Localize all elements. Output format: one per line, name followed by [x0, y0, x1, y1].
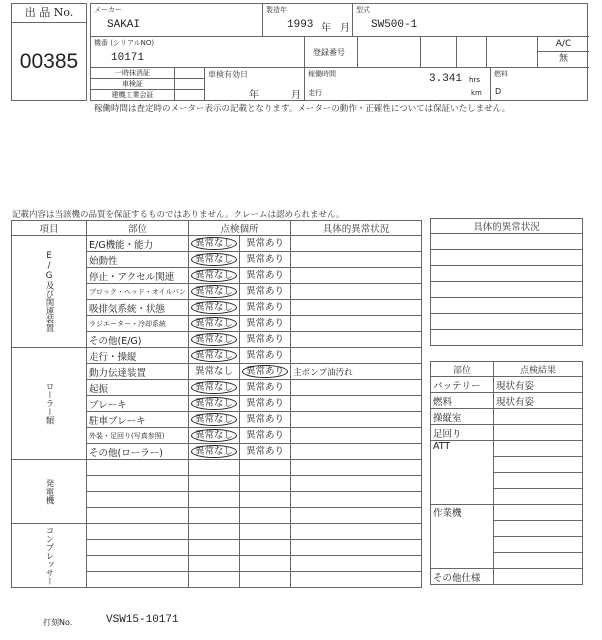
option-abnormality [240, 556, 291, 572]
option-abnormality [240, 524, 291, 540]
selected-circle-mark: 異常あり [242, 365, 288, 378]
option-text: 異常あり [246, 414, 285, 425]
side-result-undercarriage [494, 425, 583, 441]
model-label: 型式 [356, 6, 370, 14]
fuel-value: D [495, 87, 502, 96]
abnormality-detail [291, 412, 422, 428]
inspection-row [12, 348, 422, 364]
fuel-cell [491, 68, 589, 100]
option-abnormality [240, 284, 291, 300]
part-name [87, 572, 189, 588]
abnormality-detail [291, 396, 422, 412]
side-result-battery: 現状有姿 [494, 377, 583, 393]
option-abnormality [240, 348, 291, 364]
option-abnormality [240, 300, 291, 316]
selected-circle-mark: 異常なし [191, 349, 237, 362]
ac-label: A/C [538, 37, 589, 52]
selected-circle-mark: 異常なし [191, 253, 237, 266]
selected-circle-mark: 異常なし [191, 269, 237, 282]
option-abnormality [240, 252, 291, 268]
side-header-part: 部位 [431, 362, 494, 377]
side-detail-row [431, 250, 583, 266]
option-no-abnormality [189, 348, 240, 364]
option-abnormality [240, 316, 291, 332]
side-detail-row [431, 282, 583, 298]
travel-label: 走行 [308, 89, 322, 97]
option-no-abnormality [189, 380, 240, 396]
option-no-abnormality [189, 236, 240, 252]
year-label: 製造年 [266, 6, 287, 14]
registration-field-4 [487, 37, 538, 68]
category-label: コンプレッサー [12, 524, 87, 588]
meter-note: 稼働時間は査定時のメーター表示の記載となります。メーターの動作・正確性については保証いたしません。 [94, 104, 511, 114]
selected-circle-mark: 異常なし [191, 381, 237, 394]
lot-number: 00385 [19, 50, 79, 73]
part-name [87, 540, 189, 556]
inspection-table [11, 220, 422, 588]
abnormality-detail [291, 460, 422, 476]
doc-check-3 [175, 90, 205, 100]
selected-circle-mark: 異常なし [191, 333, 237, 346]
part-name: 停止・アクセル関連 [87, 268, 189, 284]
abnormality-detail [291, 476, 422, 492]
option-no-abnormality [189, 332, 240, 348]
abnormality-detail [291, 556, 422, 572]
part-name [87, 556, 189, 572]
side-result-table [430, 361, 583, 585]
side-result-att-extra [494, 457, 583, 473]
abnormality-detail [291, 524, 422, 540]
option-text: 異常あり [246, 398, 285, 409]
side-result-cab [494, 409, 583, 425]
option-text: 異常あり [246, 446, 285, 457]
option-no-abnormality [189, 316, 240, 332]
ac-value: 無 [538, 52, 589, 68]
abnormality-detail [291, 300, 422, 316]
registration-field-1 [358, 37, 421, 68]
doc-check-1 [175, 68, 205, 79]
option-text: 異常あり [246, 350, 285, 361]
inspection-month-unit: 月 [291, 90, 301, 101]
doc-temporary-deregistration: 一時抹消証 [91, 68, 175, 79]
inspection-date-cell [205, 68, 305, 100]
option-no-abnormality [189, 572, 240, 588]
option-no-abnormality [189, 412, 240, 428]
fuel-label: 燃料 [494, 70, 508, 78]
stamp-value: VSW15-10171 [106, 614, 179, 626]
category-label: ローラー類 [12, 348, 87, 460]
option-no-abnormality [189, 556, 240, 572]
option-abnormality [240, 268, 291, 284]
abnormality-detail [291, 572, 422, 588]
abnormality-detail [291, 444, 422, 460]
option-text: 異常あり [246, 302, 285, 313]
side-result-work-extra [494, 553, 583, 569]
serial-value: 10171 [111, 52, 145, 64]
selected-circle-mark: 異常なし [191, 397, 237, 410]
abnormality-detail [291, 380, 422, 396]
inspection-year-unit: 年 [249, 90, 259, 101]
lot-number-box [11, 3, 87, 101]
machine-info-header [90, 3, 588, 101]
side-result-fuel: 現状有姿 [494, 393, 583, 409]
selected-circle-mark: 異常なし [191, 301, 237, 314]
hours-label: 稼働時間 [308, 70, 336, 78]
side-result-att-extra [494, 489, 583, 505]
header-check: 点検個所 [189, 221, 291, 236]
abnormality-detail [291, 348, 422, 364]
option-no-abnormality [189, 524, 240, 540]
month-unit: 月 [340, 23, 350, 34]
abnormality-detail [291, 252, 422, 268]
option-abnormality [240, 380, 291, 396]
maker-label: メーカー [94, 6, 122, 14]
registration-label-cell [305, 37, 358, 68]
year-unit: 年 [321, 23, 331, 34]
abnormality-detail [291, 332, 422, 348]
side-result-att-extra [494, 473, 583, 489]
inspection-row [12, 236, 422, 252]
category-label: 発電機 [12, 460, 87, 524]
header-part: 部位 [87, 221, 189, 236]
side-header-result: 点検結果 [494, 362, 583, 377]
part-name: その他(E/G) [87, 332, 189, 348]
part-name [87, 524, 189, 540]
inspection-row [12, 524, 422, 540]
side-part-work-equipment: 作業機 [431, 505, 494, 569]
option-text: 異常あり [246, 430, 285, 441]
registration-label: 登録番号 [313, 48, 345, 57]
year-value: 1993 [287, 19, 314, 31]
option-abnormality [240, 364, 291, 380]
abnormality-detail [291, 268, 422, 284]
option-no-abnormality [189, 492, 240, 508]
option-text: 異常あり [246, 318, 285, 329]
option-text: 異常あり [246, 334, 285, 345]
doc-vehicle-inspection: 車検証 [91, 79, 175, 90]
option-text: 異常あり [246, 270, 285, 281]
option-abnormality [240, 236, 291, 252]
doc-construction-association: 建機工業会証 [91, 90, 175, 100]
disclaimer: 記載内容は当該機の品質を保証するものではありません。クレームは認められません。 [12, 210, 345, 220]
abnormality-detail [291, 508, 422, 524]
abnormality-detail [291, 316, 422, 332]
option-abnormality [240, 508, 291, 524]
side-part-battery: バッテリー [431, 377, 494, 393]
side-part-fuel: 燃料 [431, 393, 494, 409]
part-name: 外装・足回り(写真参照) [87, 428, 189, 444]
side-detail-row [431, 314, 583, 330]
option-no-abnormality [189, 268, 240, 284]
option-no-abnormality [189, 460, 240, 476]
option-abnormality [240, 332, 291, 348]
side-result-work-equipment [494, 505, 583, 521]
option-no-abnormality [189, 476, 240, 492]
selected-circle-mark: 異常なし [191, 413, 237, 426]
selected-circle-mark: 異常なし [191, 237, 237, 250]
option-text: 異常あり [246, 254, 285, 265]
option-abnormality [240, 412, 291, 428]
option-no-abnormality [189, 300, 240, 316]
side-result-work-extra [494, 537, 583, 553]
option-abnormality [240, 540, 291, 556]
option-no-abnormality [189, 508, 240, 524]
side-detail-row [431, 266, 583, 282]
part-name: 始動性 [87, 252, 189, 268]
option-no-abnormality [189, 364, 240, 380]
option-no-abnormality [189, 396, 240, 412]
part-name: 起振 [87, 380, 189, 396]
option-abnormality [240, 572, 291, 588]
side-detail-table [430, 218, 583, 346]
option-abnormality [240, 460, 291, 476]
header-category: 項目 [12, 221, 87, 236]
abnormality-detail [291, 540, 422, 556]
part-name [87, 476, 189, 492]
side-result-work-extra [494, 521, 583, 537]
inspection-label: 車検有効日 [208, 70, 248, 79]
part-name: 吸排気系統・状態 [87, 300, 189, 316]
inspection-table-header [12, 221, 422, 236]
side-part-other-spec: その他仕様 [431, 569, 494, 585]
side-result-att [494, 441, 583, 457]
model-cell [353, 4, 589, 37]
option-text: 異常あり [246, 238, 285, 249]
part-name: ブレーキ [87, 396, 189, 412]
maker-value: SAKAI [107, 19, 141, 31]
part-name [87, 460, 189, 476]
selected-circle-mark: 異常なし [191, 429, 237, 442]
option-no-abnormality [189, 540, 240, 556]
part-name [87, 492, 189, 508]
registration-field-2 [421, 37, 457, 68]
option-no-abnormality [189, 444, 240, 460]
travel-unit: km [471, 89, 482, 97]
option-abnormality [240, 476, 291, 492]
side-part-cab: 操縦室 [431, 409, 494, 425]
selected-circle-mark: 異常なし [191, 317, 237, 330]
side-detail-row [431, 234, 583, 250]
abnormality-detail: 主ポンプ油汚れ [291, 364, 422, 380]
part-name: ブロック・ヘッド・オイルパン [87, 284, 189, 300]
stamp-label: 打刻No. [43, 618, 73, 627]
side-result-other-spec [494, 569, 583, 585]
header-detail: 具体的異常状況 [291, 221, 422, 236]
option-no-abnormality [189, 428, 240, 444]
serial-label: 機番 (シリアルNO) [94, 39, 155, 47]
option-no-abnormality [189, 252, 240, 268]
part-name: 動力伝達装置 [87, 364, 189, 380]
option-abnormality [240, 396, 291, 412]
hours-cell [305, 68, 491, 100]
hours-value: 3.341 [429, 73, 463, 85]
option-text: 異常あり [246, 382, 285, 393]
side-detail-header: 具体的異常状況 [431, 219, 583, 234]
selected-circle-mark: 異常なし [191, 445, 237, 458]
side-part-att: ATT [431, 441, 494, 505]
category-label: E/G及び関連装置 [12, 236, 87, 348]
hours-unit: hrs [469, 76, 480, 84]
side-part-undercarriage: 足回り [431, 425, 494, 441]
abnormality-detail [291, 492, 422, 508]
part-name: 駐車ブレーキ [87, 412, 189, 428]
maker-cell [91, 4, 263, 37]
side-detail-row [431, 330, 583, 346]
inspection-row [12, 460, 422, 476]
option-text: 異常あり [246, 286, 285, 297]
part-name [87, 508, 189, 524]
abnormality-detail [291, 284, 422, 300]
abnormality-detail [291, 236, 422, 252]
serial-cell [91, 37, 305, 68]
side-detail-row [431, 298, 583, 314]
model-value: SW500-1 [371, 19, 418, 31]
abnormality-detail [291, 428, 422, 444]
option-no-abnormality [189, 284, 240, 300]
part-name: E/G機能・能力 [87, 236, 189, 252]
part-name: 走行・操縦 [87, 348, 189, 364]
lot-label: 出 品 No. [12, 4, 86, 23]
part-name: ラジエーター・冷却系統 [87, 316, 189, 332]
year-cell [263, 4, 353, 37]
registration-field-3 [457, 37, 487, 68]
option-abnormality [240, 428, 291, 444]
selected-circle-mark: 異常なし [191, 285, 237, 298]
option-abnormality [240, 444, 291, 460]
option-abnormality [240, 492, 291, 508]
part-name: その他(ローラー) [87, 444, 189, 460]
doc-check-2 [175, 79, 205, 90]
option-text: 異常なし [195, 366, 234, 377]
